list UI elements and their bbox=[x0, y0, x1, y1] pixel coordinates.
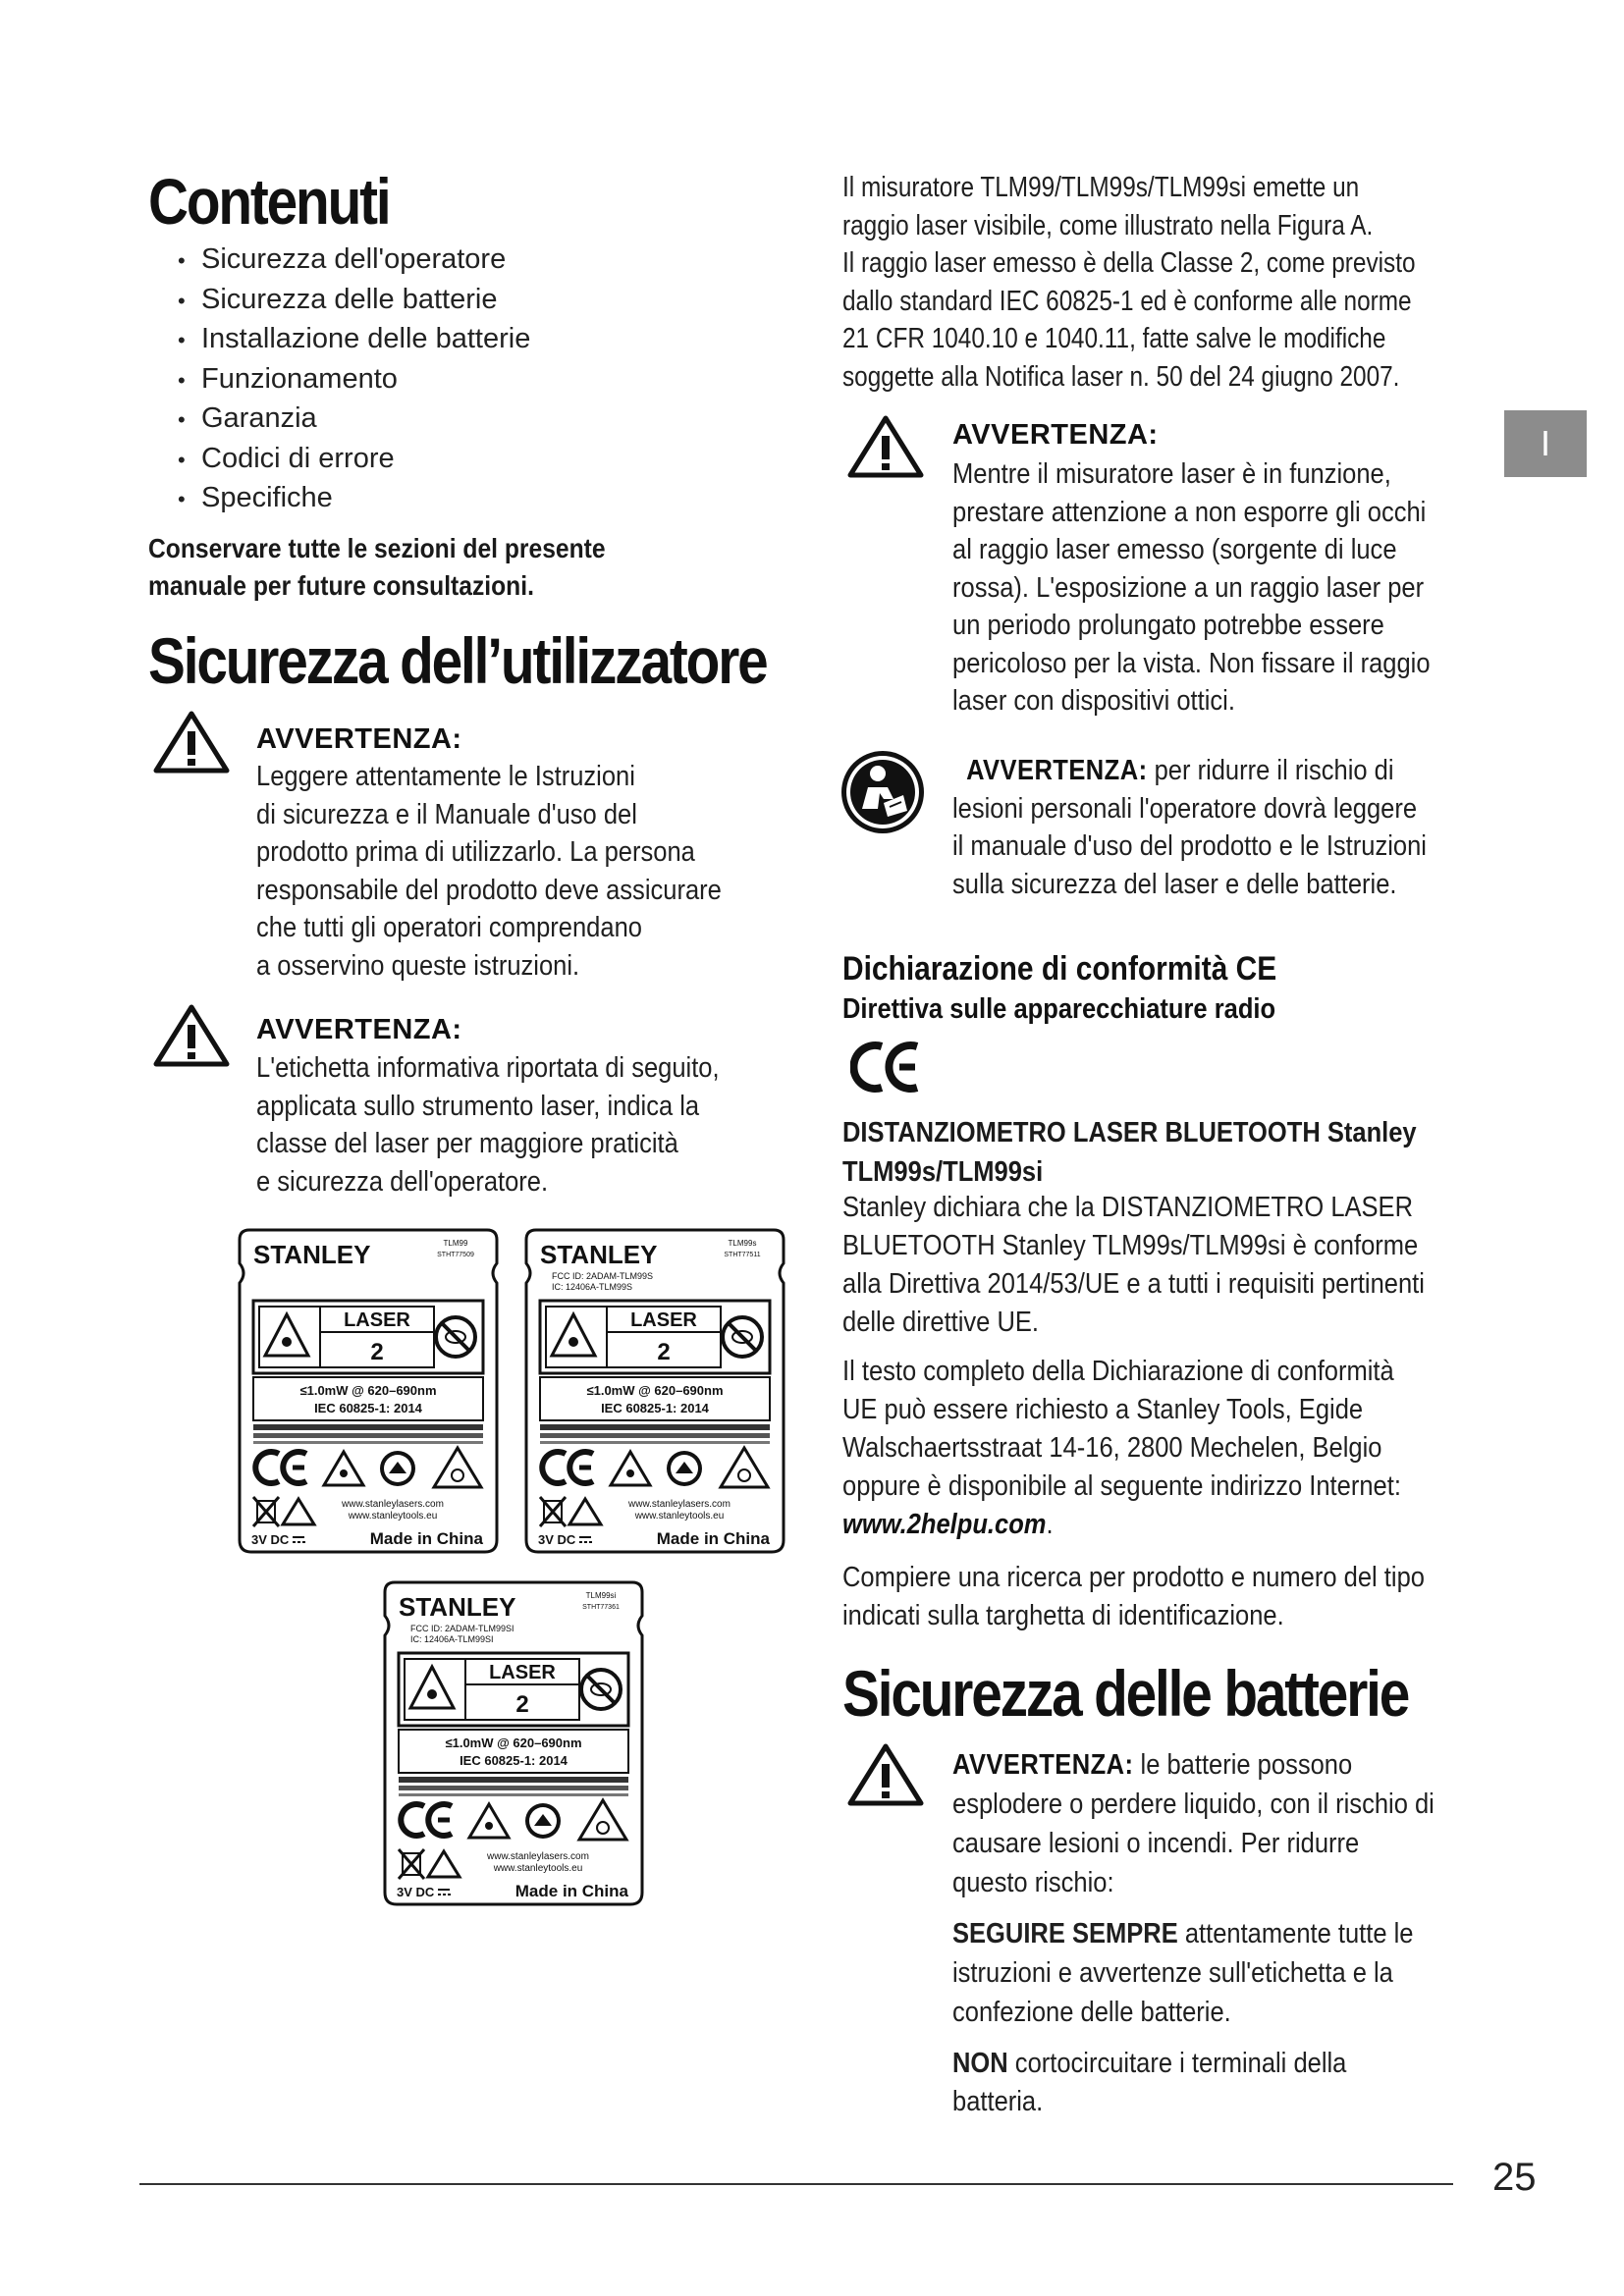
warning-2-text: L'etichetta informativa riportata di seguito, applicata sullo strumento laser, indica la classe del laser per maggiore praticità e sicurezza dell'operatore. bbox=[256, 1052, 720, 1198]
warning-2-title: AVVERTENZA: bbox=[256, 1014, 462, 1045]
label-laser-class: 2 bbox=[515, 1691, 529, 1718]
label-web-1: www.stanleylasers.com bbox=[342, 1499, 444, 1510]
declaration-text: Stanley dichiara che la DISTANZIOMETRO LASER BLUETOOTH Stanley TLM99s/TLM99si è conforme alla Direttiva 2014/53/UE e a tutti i requisiti pertinenti delle direttive UE. bbox=[842, 1192, 1425, 1338]
label-fcc: FCC ID: 2ADAM-TLM99S bbox=[552, 1271, 654, 1281]
label-laser-word: LASER bbox=[344, 1309, 410, 1331]
warning-triangle-icon bbox=[152, 710, 231, 774]
toc-item: • Garanzia bbox=[178, 400, 530, 440]
label-laser-class: 2 bbox=[370, 1339, 384, 1365]
label-ic: IC: 12406A-TLM99SI bbox=[410, 1634, 494, 1644]
always-follow-text: SEGUIRE SEMPRE attentamente tutte le istruzioni e avvertenze sull'etichetta e la confezione delle batterie. bbox=[952, 1918, 1414, 2028]
warning-triangle-icon bbox=[846, 414, 925, 479]
label-ic: IC: 12406A-TLM99S bbox=[552, 1282, 633, 1292]
warning-4-text: AVVERTENZA: per ridurre il rischio di lesioni personali l'operatore dovrà leggere il manuale d'uso del prodotto e le Istruzioni sulla sicurezza del laser e delle batterie. bbox=[952, 755, 1427, 900]
label-power: ≤1.0mW @ 620–690nm bbox=[586, 1383, 724, 1398]
warning-5-title: AVVERTENZA: bbox=[952, 1749, 1134, 1781]
label-power: ≤1.0mW @ 620–690nm bbox=[299, 1383, 437, 1398]
label-model: TLM99si bbox=[585, 1591, 617, 1600]
label-made-in: Made in China bbox=[514, 1882, 628, 1900]
label-web-1: www.stanleylasers.com bbox=[628, 1499, 731, 1510]
label-code: STHT77509 bbox=[437, 1252, 474, 1258]
warning-1-text: Leggere attentamente le Istruzioni di sicurezza e il Manuale d'uso del prodotto prima di utilizzarlo. La persona responsabile del prodotto deve assicurare che tutti gli operatori comprendano a osservino queste istruzioni. bbox=[256, 761, 722, 982]
contents-title: Contenuti bbox=[148, 165, 390, 238]
label-fcc: FCC ID: 2ADAM-TLM99SI bbox=[410, 1624, 514, 1633]
keep-note: Conservare tutte le sezioni del presente manuale per future consultazioni. bbox=[148, 533, 606, 601]
toc-item: • Sicurezza delle batterie bbox=[178, 281, 530, 321]
toc-item: • Funzionamento bbox=[178, 360, 530, 400]
toc-item: • Codici di errore bbox=[178, 440, 530, 480]
ce-declaration-title: Dichiarazione di conformità CE bbox=[842, 950, 1277, 988]
label-made-in: Made in China bbox=[369, 1529, 483, 1548]
ce-declaration-subtitle: Direttiva sulle apparecchiature radio bbox=[842, 993, 1276, 1025]
label-code: STHT77361 bbox=[582, 1604, 620, 1611]
label-standard: IEC 60825-1: 2014 bbox=[314, 1401, 422, 1415]
wheelie-bin-icon bbox=[399, 1849, 424, 1879]
label-brand: STANLEY bbox=[399, 1592, 516, 1622]
label-web-2: www.stanleytools.eu bbox=[493, 1863, 583, 1874]
footer-rule bbox=[139, 2183, 1453, 2185]
label-web-1: www.stanleylasers.com bbox=[487, 1851, 589, 1862]
label-voltage: 3V DC bbox=[251, 1532, 290, 1547]
label-laser-class: 2 bbox=[657, 1339, 671, 1365]
label-web-2: www.stanleytools.eu bbox=[634, 1511, 725, 1522]
label-web-2: www.stanleytools.eu bbox=[348, 1511, 438, 1522]
label-brand: STANLEY bbox=[540, 1240, 658, 1269]
laser-label-tlm99si bbox=[381, 1576, 646, 1910]
label-voltage: 3V DC bbox=[538, 1532, 576, 1547]
warning-1-title: AVVERTENZA: bbox=[256, 723, 462, 755]
ce-mark-icon bbox=[850, 1039, 929, 1094]
warning-4-title: AVVERTENZA: bbox=[966, 755, 1148, 786]
label-made-in: Made in China bbox=[656, 1529, 770, 1548]
laser-label-tlm99 bbox=[236, 1224, 501, 1558]
wheelie-bin-icon bbox=[540, 1497, 566, 1526]
label-model: TLM99s bbox=[728, 1239, 757, 1248]
warning-3-title: AVVERTENZA: bbox=[952, 419, 1159, 451]
label-model: TLM99 bbox=[443, 1239, 468, 1248]
label-laser-word: LASER bbox=[630, 1309, 697, 1331]
language-tab[interactable]: I bbox=[1504, 410, 1587, 477]
label-voltage: 3V DC bbox=[397, 1885, 435, 1899]
wheelie-bin-icon bbox=[253, 1497, 279, 1526]
intro-paragraph: Il misuratore TLM99/TLM99s/TLM99si emette un raggio laser visibile, come illustrato nella Figura A. Il raggio laser emesso è della Classe 2, come previsto dallo standard IEC 60825-1 ed è conforme alle norme 21 CFR 1040.10 e 1040.11, fatte salve le modifiche soggette alla Notifica laser n. 50 del 24 giugno 2007. bbox=[842, 172, 1416, 393]
product-name: DISTANZIOMETRO LASER BLUETOOTH Stanley TLM99s/TLM99si bbox=[842, 1117, 1417, 1188]
warning-5-text: AVVERTENZA: le batterie possono esplodere o perdere liquido, con il rischio di causare lesioni o incendi. Per ridurre questo rischio: bbox=[952, 1749, 1435, 1898]
warning-triangle-icon bbox=[846, 1742, 925, 1807]
label-laser-word: LASER bbox=[489, 1662, 556, 1683]
label-code: STHT77511 bbox=[724, 1252, 761, 1258]
battery-safety-title: Sicurezza delle batterie bbox=[842, 1657, 1409, 1730]
table-of-contents bbox=[178, 240, 530, 519]
laser-label-tlm99s bbox=[522, 1224, 787, 1558]
toc-item: • Installazione delle batterie bbox=[178, 320, 530, 360]
page-number: 25 bbox=[1492, 2156, 1537, 2199]
search-paragraph: Compiere una ricerca per prodotto e numero del tipo indicati sulla targhetta di identificazione. bbox=[842, 1562, 1425, 1631]
label-standard: IEC 60825-1: 2014 bbox=[601, 1401, 709, 1415]
label-power: ≤1.0mW @ 620–690nm bbox=[445, 1735, 582, 1750]
full-text-paragraph: Il testo completo della Dichiarazione di conformità UE può essere richiesto a Stanley Tools, Egide Walschaertsstraat 14-16, 2800 Mechelen, Belgio oppure è disponibile al seguente indirizzo Internet: www.2helpu.com. bbox=[842, 1356, 1401, 1540]
read-manual-icon bbox=[839, 748, 927, 836]
do-not-short-text: NON cortocircuitare i terminali della batteria. bbox=[952, 2048, 1347, 2117]
toc-item: • Sicurezza dell'operatore bbox=[178, 240, 530, 281]
website-link[interactable]: www.2helpu.com bbox=[842, 1509, 1047, 1540]
warning-triangle-icon bbox=[152, 1003, 231, 1068]
label-standard: IEC 60825-1: 2014 bbox=[460, 1753, 568, 1768]
label-brand: STANLEY bbox=[253, 1240, 371, 1269]
user-safety-title: Sicurezza dell’utilizzatore bbox=[148, 624, 767, 697]
toc-item: • Specifiche bbox=[178, 479, 530, 519]
warning-3-text: Mentre il misuratore laser è in funzione, prestare attenzione a non esporre gli occhi al raggio laser emesso (sorgente di luce rossa). L'esposizione a un raggio laser per un periodo prolungato potrebbe essere pericoloso per la vista. Non fissare il raggio laser con dispositivi ottici. bbox=[952, 458, 1431, 717]
